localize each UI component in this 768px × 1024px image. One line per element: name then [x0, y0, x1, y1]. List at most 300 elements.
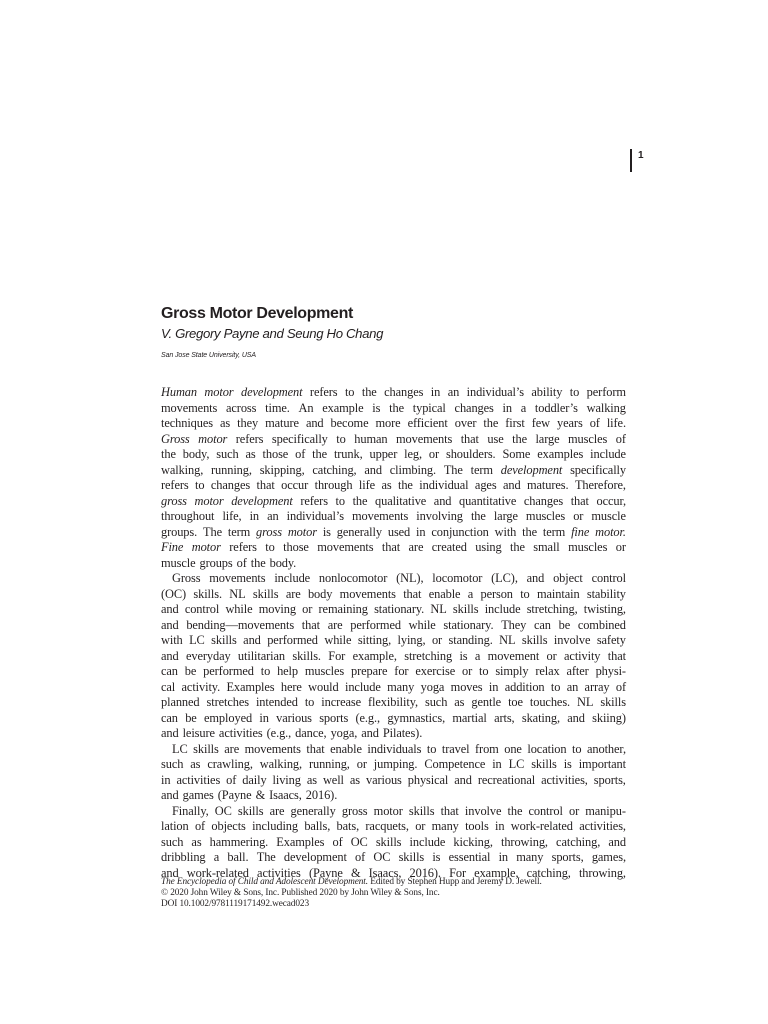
word: An — [298, 400, 314, 415]
body-text-line — [161, 432, 626, 448]
word: control — [528, 803, 563, 818]
word: muscles — [525, 509, 566, 523]
word: 2016). — [409, 865, 441, 880]
body-text-line — [161, 835, 626, 851]
word: such — [424, 695, 448, 709]
body-text-line — [161, 401, 626, 417]
word: skating, — [521, 710, 560, 725]
word: is — [372, 400, 381, 415]
word: refers — [235, 431, 264, 446]
word: muscles — [568, 431, 608, 446]
word: ability — [531, 385, 563, 399]
word: Gross — [172, 571, 201, 585]
word: include — [409, 834, 446, 849]
word: to — [479, 664, 489, 678]
word: can — [161, 664, 178, 678]
word: many — [431, 819, 459, 833]
word: They — [501, 617, 527, 632]
word: of — [194, 819, 206, 833]
word: to — [304, 695, 315, 709]
word: of — [236, 555, 247, 570]
word: or — [431, 633, 443, 647]
body-text-line — [161, 525, 626, 541]
word: or — [462, 664, 473, 678]
word: for — [394, 664, 409, 678]
word: the — [470, 509, 486, 523]
article-body — [161, 385, 626, 881]
word: NL — [577, 695, 594, 709]
word: the — [397, 478, 413, 492]
word: Examples — [276, 834, 325, 849]
body-text-line — [161, 587, 626, 603]
body-text-line — [161, 711, 626, 727]
body-text-line — [161, 742, 626, 758]
word: refers — [300, 493, 328, 508]
word: leisure — [182, 726, 215, 740]
word: OC — [350, 834, 368, 849]
emphasis-word: motor. — [595, 524, 626, 539]
word: changes — [523, 493, 564, 508]
emphasis-word: Human — [161, 385, 197, 399]
word: individual’s — [286, 509, 344, 523]
word: object — [553, 571, 583, 585]
word: throughout — [161, 509, 215, 523]
word: the — [512, 431, 527, 446]
word: toe — [508, 695, 523, 709]
body-text-line — [161, 757, 626, 773]
word: while — [408, 617, 436, 632]
word: another, — [587, 741, 626, 756]
word: recreational — [477, 772, 536, 787]
word: work-related — [186, 865, 249, 880]
word: and — [608, 834, 626, 849]
word: Isaacs, — [269, 788, 302, 802]
word: (NL), — [396, 571, 424, 585]
word: involving — [416, 509, 463, 523]
word: of — [589, 416, 600, 430]
word: body — [307, 586, 333, 601]
word: (Payne — [308, 865, 343, 880]
word: or — [573, 509, 584, 523]
word: is — [432, 850, 441, 864]
word: such — [161, 757, 184, 771]
word: shoulders. — [445, 447, 496, 461]
word: in — [498, 850, 509, 864]
page-marker-rule — [630, 149, 632, 172]
word: specifically — [570, 462, 626, 477]
word: skiing) — [592, 710, 626, 725]
word: involve — [553, 633, 591, 647]
word: yoga — [420, 679, 445, 694]
word: the — [389, 400, 404, 415]
body-text-line — [161, 695, 626, 711]
word: performed — [350, 617, 401, 632]
word: include — [274, 571, 311, 585]
word: include — [344, 679, 381, 694]
word: motor — [373, 803, 403, 818]
word: include — [484, 602, 521, 616]
word: muscle — [591, 509, 626, 523]
word: would — [308, 679, 339, 694]
word: throwing, — [500, 834, 548, 849]
word: one — [504, 741, 522, 756]
word: everyday — [185, 648, 231, 663]
word: activities — [218, 726, 263, 740]
word: are — [285, 586, 301, 601]
emphasis-word: Gross — [161, 431, 190, 446]
word: refers — [161, 478, 189, 492]
word: dribbling — [161, 850, 206, 864]
word: climbing. — [389, 462, 437, 477]
word: skills — [252, 586, 279, 601]
word: activities — [257, 865, 301, 880]
word: crawling, — [207, 757, 253, 771]
word: tools — [465, 819, 489, 833]
word: activities, — [579, 819, 626, 833]
word: (e.g., — [266, 726, 292, 740]
word: LC — [189, 633, 205, 647]
word: movement — [487, 648, 540, 663]
word: yoga, — [330, 726, 358, 740]
word: the — [507, 803, 523, 818]
emphasis-word: motor — [204, 385, 234, 399]
word: cal — [161, 679, 176, 694]
body-text-line — [161, 726, 626, 742]
word: that — [607, 648, 626, 663]
word: here — [280, 679, 302, 694]
body-text-line — [161, 618, 626, 634]
word: sports — [319, 710, 349, 725]
word: lying, — [397, 633, 426, 647]
body-text-line — [161, 509, 626, 525]
word: jumping. — [373, 757, 418, 771]
word: changes — [454, 400, 494, 415]
word: activity. — [181, 679, 221, 694]
page-marker — [630, 149, 644, 172]
word: or — [546, 648, 557, 663]
word: stretching — [404, 648, 453, 663]
word: to — [550, 679, 561, 694]
word: running, — [211, 462, 252, 477]
word: control — [591, 571, 626, 585]
word: over — [454, 416, 477, 430]
word: arts, — [494, 710, 515, 725]
word: small — [533, 540, 560, 554]
word: maintain — [536, 586, 580, 601]
word: hammering. — [209, 834, 269, 849]
word: large — [535, 431, 560, 446]
word: changes — [384, 385, 424, 399]
word: to — [265, 540, 275, 554]
word: travel — [441, 741, 470, 756]
word: the — [352, 493, 368, 508]
word: including — [252, 819, 298, 833]
word: catching, — [526, 865, 571, 880]
word: that — [381, 540, 401, 554]
word: skills — [600, 695, 626, 709]
word: walking, — [259, 757, 303, 771]
word: skills — [398, 850, 425, 864]
word: that — [306, 741, 325, 756]
word: intended — [255, 695, 298, 709]
word: gentle — [471, 695, 502, 709]
word: touches. — [529, 695, 571, 709]
word: individual’s — [466, 385, 524, 399]
word: and — [502, 478, 521, 492]
word: life, — [222, 509, 242, 523]
word: is — [459, 648, 468, 663]
word: upper — [369, 447, 398, 461]
word: are — [269, 803, 285, 818]
word: catching, — [312, 462, 357, 477]
word: twisting, — [583, 602, 626, 616]
word: with — [161, 633, 183, 647]
word: increase — [321, 695, 362, 709]
emphasis-word: development — [500, 462, 563, 477]
word: as — [191, 834, 202, 849]
word: and — [161, 865, 179, 880]
word: that — [460, 431, 479, 446]
word: groups. — [161, 524, 198, 539]
word: they — [237, 416, 259, 430]
word: relax — [535, 664, 560, 678]
word: conjunction — [431, 524, 489, 539]
word: ages — [474, 478, 497, 492]
word: movements — [161, 400, 218, 415]
word: in — [492, 757, 502, 771]
body-text-line — [161, 447, 626, 463]
word: term — [227, 524, 251, 539]
word: planned — [161, 695, 200, 709]
word: moving — [258, 602, 296, 616]
emphasis-word: gross — [256, 524, 282, 539]
word: is — [322, 524, 331, 539]
footer-citation-line — [161, 877, 631, 888]
word: to — [569, 385, 580, 399]
word: a — [467, 586, 474, 601]
word: created — [431, 540, 467, 554]
body-text-line — [161, 664, 626, 680]
word: refers — [309, 385, 338, 399]
word: work-related — [510, 819, 573, 833]
word: example, — [352, 648, 397, 663]
word: human — [354, 431, 388, 446]
word: or — [415, 819, 426, 833]
word: the — [522, 524, 537, 539]
word: skills — [375, 834, 402, 849]
word: skills. — [193, 586, 222, 601]
word: movements — [395, 431, 453, 446]
word: groups — [199, 555, 233, 570]
word: of — [615, 431, 626, 446]
word: flexibility, — [368, 695, 418, 709]
word: employed — [204, 710, 253, 725]
word: an — [566, 679, 579, 694]
word: term — [542, 524, 566, 539]
word: large — [493, 509, 518, 523]
word: techniques — [161, 416, 213, 430]
word: across — [226, 400, 257, 415]
word: & — [350, 865, 361, 880]
word: a — [520, 400, 527, 415]
word: enable — [330, 741, 362, 756]
emphasis-word: motor — [191, 540, 221, 554]
word: use — [487, 431, 504, 446]
word: of — [332, 834, 343, 849]
word: (OC) — [161, 586, 187, 601]
article-authors: V. Gregory Payne and Seung Ho Chang — [161, 326, 384, 341]
word: the — [312, 447, 328, 461]
word: the — [510, 540, 525, 554]
word: enable — [428, 586, 461, 601]
word: stationary. — [443, 617, 494, 632]
emphasis-word: development — [240, 385, 303, 399]
word: be — [184, 664, 197, 678]
word: from — [475, 741, 499, 756]
word: prepare — [350, 664, 388, 678]
word: and — [567, 710, 585, 725]
word: through — [314, 478, 353, 492]
emphasis-word: development — [231, 493, 293, 508]
word: while — [225, 602, 253, 616]
word: safety — [596, 633, 626, 647]
word: various — [365, 772, 402, 787]
word: are — [408, 540, 424, 554]
word: or — [428, 447, 440, 461]
word: first — [505, 416, 525, 430]
body-text-line — [161, 850, 626, 866]
word: and — [161, 726, 179, 740]
word: are — [327, 617, 343, 632]
word: development — [283, 850, 347, 864]
word: of — [295, 447, 306, 461]
word: be — [558, 617, 571, 632]
word: stationary. — [374, 602, 425, 616]
word: activity — [564, 648, 601, 663]
word: is — [563, 757, 572, 771]
word: array — [584, 679, 610, 694]
word: stability — [586, 586, 626, 601]
word: The — [203, 524, 222, 539]
emphasis-word: motor — [194, 493, 224, 508]
word: to — [520, 586, 530, 601]
word: mature — [265, 416, 299, 430]
word: example — [322, 400, 364, 415]
word: refers — [229, 540, 257, 554]
word: matures. — [526, 478, 569, 492]
word: kicking, — [453, 834, 493, 849]
word: living — [272, 772, 301, 787]
word: as — [306, 772, 317, 787]
word: skipping, — [259, 462, 305, 477]
word: toddler’s — [534, 400, 578, 415]
word: become — [330, 416, 369, 430]
word: throwing, — [578, 865, 626, 880]
word: balls, — [304, 819, 331, 833]
word: stretches — [206, 695, 249, 709]
word: (LC), — [491, 571, 518, 585]
word: or — [569, 803, 580, 818]
footer-book-title: The Encyclopedia of Child and Adolescent Development. — [161, 877, 369, 887]
body-text-line — [161, 649, 626, 665]
word: activities, — [541, 772, 588, 787]
body-text-line — [161, 773, 626, 789]
word: combined — [577, 617, 626, 632]
word: involve — [464, 803, 502, 818]
word: can — [533, 617, 551, 632]
word: skills — [531, 757, 557, 771]
word: as — [454, 695, 465, 709]
word: that — [440, 803, 459, 818]
body-text-line — [161, 571, 626, 587]
word: Competence — [424, 757, 486, 771]
word: objects — [211, 819, 246, 833]
word: and — [433, 493, 452, 508]
word: daily — [242, 772, 267, 787]
word: as — [220, 416, 231, 430]
word: to — [426, 741, 437, 756]
emphasis-word: Fine — [161, 540, 184, 554]
word: performed — [267, 633, 318, 647]
word: occur, — [596, 493, 626, 508]
body-text-line — [161, 416, 626, 432]
word: muscles — [304, 664, 345, 678]
word: generally — [336, 524, 382, 539]
word: generally — [290, 803, 336, 818]
footer-editors: Edited by Stephen Hupp and Jeremy D. Jewell. — [368, 877, 542, 887]
word: location — [527, 741, 567, 756]
word: after — [566, 664, 589, 678]
word: ball. — [227, 850, 249, 864]
word: (e.g., — [355, 710, 381, 725]
word: qualitative — [375, 493, 427, 508]
word: For — [328, 648, 346, 663]
word: NL — [430, 602, 447, 616]
word: movements — [352, 509, 409, 523]
word: remaining — [318, 602, 368, 616]
word: or — [356, 757, 367, 771]
word: as — [190, 757, 201, 771]
word: to — [336, 431, 346, 446]
word: sitting, — [357, 633, 392, 647]
word: many — [387, 679, 415, 694]
body-text-line — [161, 478, 626, 494]
body-text-line — [161, 540, 626, 556]
word: gross — [341, 803, 368, 818]
word: or — [615, 540, 626, 554]
word: performed — [203, 664, 254, 678]
word: NL — [229, 586, 246, 601]
word: such — [216, 447, 239, 461]
word: skills — [237, 803, 264, 818]
word: & — [255, 788, 266, 802]
word: movements — [244, 741, 301, 756]
word: in — [416, 524, 426, 539]
word: trunk, — [333, 447, 363, 461]
word: be — [185, 710, 197, 725]
body-text-line — [161, 788, 626, 804]
word: skills — [452, 602, 479, 616]
body-text-line — [161, 494, 626, 510]
word: bending—movements — [186, 617, 295, 632]
word: LC — [172, 741, 188, 756]
word: are — [224, 741, 240, 756]
word: movements — [339, 586, 396, 601]
word: that — [570, 493, 589, 508]
word: and — [364, 462, 382, 477]
word: in — [161, 772, 171, 787]
word: NL — [499, 633, 516, 647]
